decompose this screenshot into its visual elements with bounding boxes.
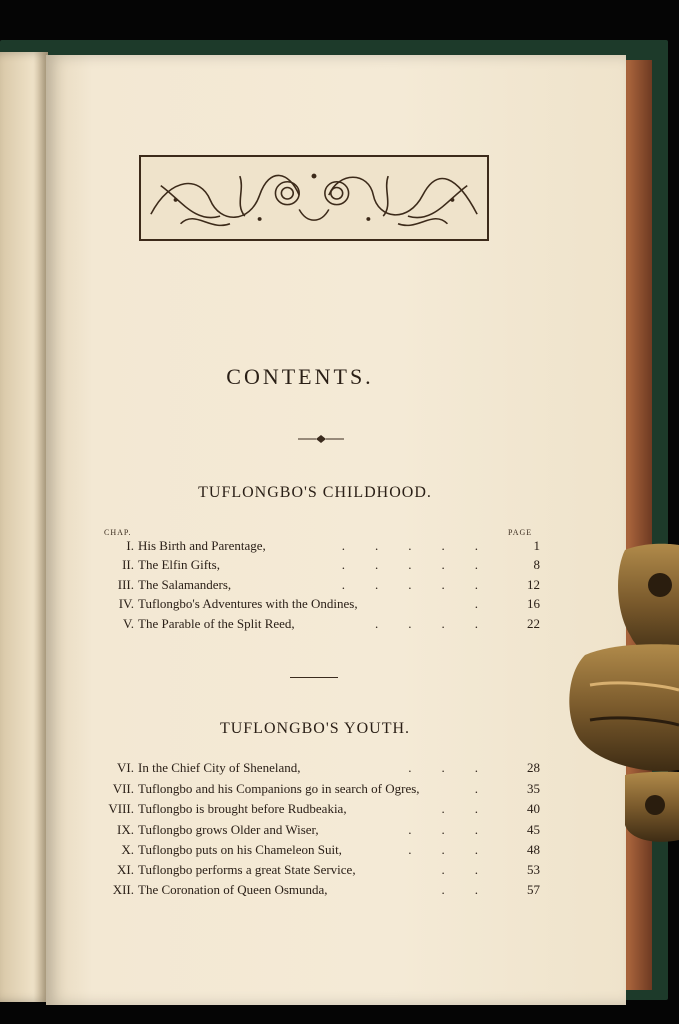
chapter-number: VIII. [108,801,134,816]
chapter-number: VI. [117,760,134,775]
page-number: 57 [527,882,540,897]
toc-row [100,801,540,821]
chap-column-label: CHAP. [104,528,132,537]
page-number: 1 [533,538,540,553]
chapter-title: The Elfin Gifts, [138,557,220,572]
page-number: 35 [527,781,540,796]
left-page [0,52,48,1002]
chapter-number: I. [126,538,134,553]
chapter-number: XI. [117,862,134,877]
page-number: 12 [527,577,540,592]
toc-row [100,822,540,842]
dot-leader: .. [441,862,508,877]
dot-leader: .. [441,882,508,897]
toc-row [100,781,540,801]
chapter-title: Tuflongbo performs a great State Service, [138,862,356,877]
page-number: 40 [527,801,540,816]
chapter-title: Tuflongbo and his Companions go in search of Ogres, [138,781,420,796]
page-number: 48 [527,842,540,857]
dot-leader: . [474,781,508,796]
dot-leader: ... [408,842,508,857]
page-number: 8 [533,557,540,572]
chapter-number: VII. [112,781,134,796]
dot-leader: ..... [341,577,508,592]
chapter-number: IV. [118,596,134,611]
page-title: CONTENTS. [226,364,374,389]
title-ornament [298,433,344,445]
page-number: 53 [527,862,540,877]
page-column-label: PAGE [508,528,533,537]
page-number: 45 [527,822,540,837]
toc-row [100,557,540,577]
chapter-number: V. [123,616,134,631]
toc-row [100,577,540,597]
brass-clasp [560,540,679,850]
page-number: 16 [527,596,540,611]
chapter-title: The Parable of the Split Reed, [138,616,295,631]
chapter-title: His Birth and Parentage, [138,538,266,553]
chapter-number: IX. [117,822,134,837]
toc-row [100,596,540,616]
dot-leader: . [474,596,508,611]
chapter-title: The Salamanders, [138,577,232,592]
section-heading-childhood: TUFLONGBO'S CHILDHOOD. [198,484,432,501]
toc-row [100,882,540,902]
toc-row [100,862,540,882]
dot-leader: ... [408,822,508,837]
toc-row [100,842,540,862]
section-divider [290,677,338,678]
dot-leader: ..... [341,538,508,553]
toc-row [100,760,540,780]
chapter-number: III. [117,577,134,592]
dot-leader: ..... [341,557,508,572]
chapter-number: II. [122,557,134,572]
chapter-number: XII. [112,882,134,897]
page-number: 28 [527,760,540,775]
page-number: 22 [527,616,540,631]
chapter-title: Tuflongbo's Adventures with the Ondines, [138,596,358,611]
dot-leader: ... [408,760,508,775]
chapter-title: The Coronation of Queen Osmunda, [138,882,328,897]
chapter-title: Tuflongbo puts on his Chameleon Suit, [138,842,342,857]
dot-leader: .. [441,801,508,816]
section-heading-youth: TUFLONGBO'S YOUTH. [219,720,411,737]
ornamental-headpiece [139,155,489,241]
chapter-title: Tuflongbo grows Older and Wiser, [138,822,319,837]
toc-row [100,538,540,558]
chapter-title: In the Chief City of Sheneland, [138,760,301,775]
toc-row [100,616,540,636]
chapter-number: X. [121,842,134,857]
dot-leader: .... [375,616,508,631]
chapter-title: Tuflongbo is brought before Rudbeakia, [138,801,347,816]
